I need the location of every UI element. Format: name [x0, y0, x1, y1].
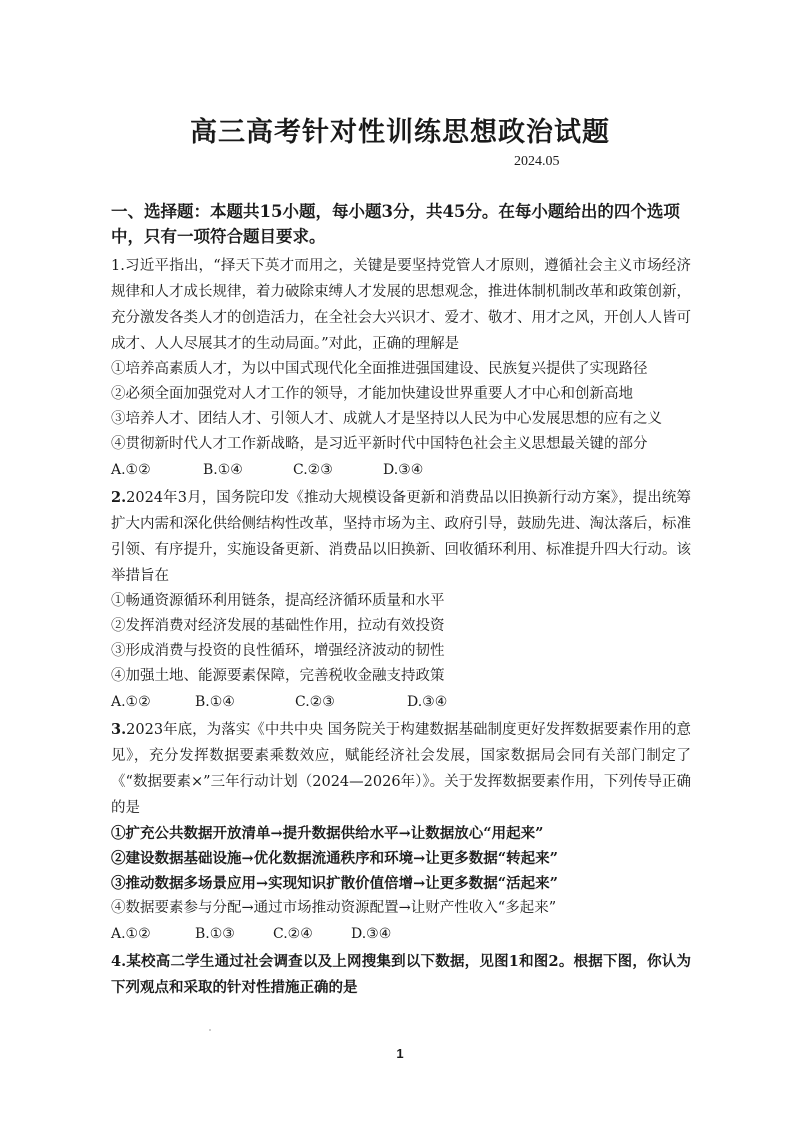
answer-d: D.③④ — [383, 462, 424, 478]
page-title: 高三高考针对性训练思想政治试题 — [190, 117, 610, 148]
option-4: ④数据要素参与分配→通过市场推动资源配置→让财产性收入“多起来” — [111, 900, 557, 916]
answer-d: D.③④ — [407, 694, 448, 710]
answer-c: C.②④ — [273, 926, 313, 942]
question-number: 2. — [111, 489, 127, 506]
option-1: ①扩充公共数据开放清单→提升数据供给水平→让数据放心“用起来” — [111, 825, 544, 842]
page-number: 1 — [396, 1046, 404, 1061]
answer-c: C.②③ — [293, 462, 333, 478]
question-4 — [111, 949, 691, 1001]
question-stem: 1.习近平指出，“择天下英才而用之，关键是要坚持党管人才原则，遵循社会主义市场经济规律和人才成长规律，着力破除束缚人才发展的思想观念，推进体制机制改革和政策创新，充分激发各类人才的创造活力，在全社会大兴识才、爱才、敬才、用才之风，开创人人皆可成才、人人尽展其才的生动局面。”对此，正确的理解是 — [111, 258, 691, 352]
question-number: 3. — [111, 721, 127, 738]
answer-a: A.①② — [111, 462, 151, 478]
answer-d: D.③④ — [351, 926, 392, 942]
question-text: 2023年底，为落实《中共中央 国务院关于构建数据基础制度更好发挥数据要素作用的意见》，充分发挥数据要素乘数效应，赋能经济社会发展，国家数据局会同有关部门制定了《“数据要素×”三年行动计划（2024—2026年）》。关于发挥数据要素作用，下列传导正确的是 — [111, 722, 691, 816]
question-stem — [111, 717, 691, 821]
answer-b: B.①④ — [203, 462, 243, 478]
option-3: ③形成消费与投资的良性循环，增强经济波动的韧性 — [111, 643, 445, 659]
option-1: ①培养高素质人才，为以中国式现代化全面推进强国建设、民族复兴提供了实现路径 — [111, 361, 648, 377]
section-heading: 一、选择题：本题共15小题，每小题3分，共45分。在每小题给出的四个选项中，只有一项符合题目要求。 — [111, 202, 680, 246]
question-2 — [111, 485, 691, 715]
option-3: ③推动数据多场景应用→实现知识扩散价值倍增→让更多数据“活起来” — [111, 875, 558, 892]
question-1 — [111, 253, 691, 483]
option-2: ②必须全面加强党对人才工作的领导，才能加快建设世界重要人才中心和创新高地 — [111, 386, 633, 402]
exam-date: 2024.05 — [514, 154, 560, 169]
question-text: 2024年3月，国务院印发《推动大规模设备更新和消费品以旧换新行动方案》，提出统筹扩大内需和深化供给侧结构性改革，坚持市场为主、政府引导，鼓励先进、淘汰落后，标准引领、有序提升，实施设备更新、消费品以旧换新、回收循环利用、标准提升四大行动。该举措旨在 — [111, 490, 691, 584]
answer-choices — [111, 457, 691, 483]
option-3: ③培养人才、团结人才、引领人才、成就人才是坚持以人民为中心发展思想的应有之义 — [111, 411, 662, 427]
question-stem — [111, 485, 691, 589]
answer-b: B.①③ — [195, 926, 235, 942]
answer-c: C.②③ — [295, 694, 335, 710]
answer-choices — [111, 921, 691, 947]
answer-a: A.①② — [111, 694, 151, 710]
option-2: ②建设数据基础设施→优化数据流通秩序和环境→让更多数据“转起来” — [111, 850, 558, 867]
answer-choices — [111, 689, 691, 715]
option-2: ②发挥消费对经济发展的基础性作用，拉动有效投资 — [111, 618, 445, 634]
scan-speck — [209, 1029, 211, 1031]
question-stem: 4.某校高二学生通过社会调查以及上网搜集到以下数据，见图1和图2。根据下图，你认为下列观点和采取的针对性措施正确的是 — [111, 953, 691, 996]
exam-content — [111, 199, 691, 1001]
question-3 — [111, 717, 691, 947]
option-1: ①畅通资源循环利用链条，提高经济循环质量和水平 — [111, 593, 445, 609]
answer-a: A.①② — [111, 926, 151, 942]
answer-b: B.①④ — [195, 694, 235, 710]
option-4: ④贯彻新时代人才工作新战略，是习近平新时代中国特色社会主义思想最关键的部分 — [111, 436, 648, 452]
option-4: ④加强土地、能源要素保障，完善税收金融支持政策 — [111, 668, 445, 684]
